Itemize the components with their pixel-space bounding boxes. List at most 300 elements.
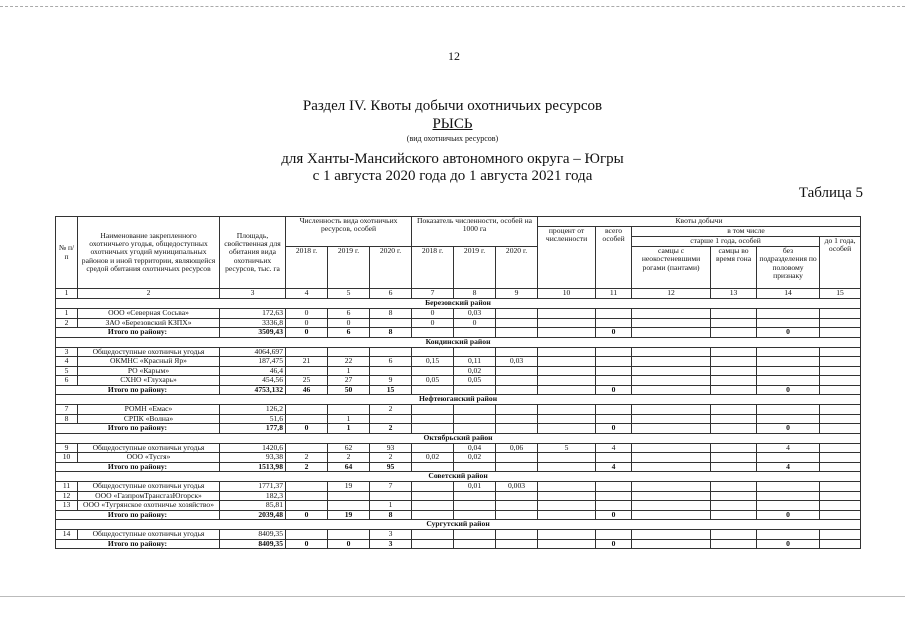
row-quota-males-velvet: [632, 491, 711, 501]
total-quota-no-sex: 0: [757, 424, 820, 434]
row-density-2018: 0: [412, 309, 454, 319]
row-quota-young: [820, 482, 861, 492]
row-number: 8: [56, 414, 78, 424]
row-density-2018: 0,05: [412, 376, 454, 386]
row-quota-total: [596, 482, 632, 492]
row-name: Общедоступные охотничьи угодья: [78, 443, 220, 453]
row-quota-males-rut: [711, 366, 757, 376]
row-quota-no-sex: [757, 501, 820, 511]
district-name: Сургутский район: [56, 520, 861, 530]
row-quota-percent: [538, 482, 596, 492]
column-number: 8: [454, 289, 496, 299]
row-name: ООО «ГазпромТрансгазЮгорск»: [78, 491, 220, 501]
total-label: Итого по району:: [56, 539, 220, 549]
header-density-2018: 2018 г.: [412, 247, 454, 289]
row-quota-total: [596, 405, 632, 415]
total-quota-total: 0: [596, 385, 632, 395]
table-row: [56, 482, 861, 492]
row-area: 4064,697: [220, 347, 286, 357]
row-quota-percent: [538, 405, 596, 415]
row-count-2018: 0: [286, 309, 328, 319]
district-header-row: [56, 433, 861, 443]
total-count-2019: 0: [328, 539, 370, 549]
total-quota-percent: [538, 510, 596, 520]
total-count-2020: 2: [370, 424, 412, 434]
row-quota-males-velvet: [632, 366, 711, 376]
total-density-2018: [412, 424, 454, 434]
row-quota-males-rut: [711, 443, 757, 453]
row-name: РО «Карым»: [78, 366, 220, 376]
column-number: 13: [711, 289, 757, 299]
row-quota-young: [820, 530, 861, 540]
row-quota-young: [820, 318, 861, 328]
district-name: Кондинский район: [56, 337, 861, 347]
row-count-2019: 1: [328, 414, 370, 424]
row-number: 4: [56, 357, 78, 367]
row-count-2019: 19: [328, 482, 370, 492]
row-quota-males-rut: [711, 414, 757, 424]
row-count-2018: [286, 443, 328, 453]
row-quota-young: [820, 357, 861, 367]
header-area: Площадь, свойственная для обитания вида охотничьих ресурсов, тыс. га: [220, 217, 286, 289]
district-name: Нефтеюганский район: [56, 395, 861, 405]
row-quota-males-velvet: [632, 309, 711, 319]
total-quota-percent: [538, 462, 596, 472]
row-number: 2: [56, 318, 78, 328]
row-count-2019: 22: [328, 357, 370, 367]
row-density-2019: [454, 501, 496, 511]
row-density-2020: [496, 405, 538, 415]
column-number: 12: [632, 289, 711, 299]
row-count-2019: [328, 405, 370, 415]
row-area: 51,6: [220, 414, 286, 424]
row-quota-males-rut: [711, 501, 757, 511]
total-area: 1513,98: [220, 462, 286, 472]
row-density-2018: 0,02: [412, 453, 454, 463]
column-number: 6: [370, 289, 412, 299]
total-quota-young: [820, 510, 861, 520]
total-quota-young: [820, 462, 861, 472]
total-count-2018: 0: [286, 424, 328, 434]
row-quota-males-rut: [711, 482, 757, 492]
row-density-2019: [454, 405, 496, 415]
row-quota-percent: [538, 347, 596, 357]
row-count-2018: [286, 482, 328, 492]
row-density-2018: [412, 414, 454, 424]
district-name: Советский район: [56, 472, 861, 482]
total-quota-total: 0: [596, 539, 632, 549]
total-quota-males-velvet: [632, 385, 711, 395]
total-density-2018: [412, 385, 454, 395]
row-quota-young: [820, 405, 861, 415]
row-area: 85,81: [220, 501, 286, 511]
total-label: Итого по району:: [56, 510, 220, 520]
total-count-2019: 1: [328, 424, 370, 434]
header-no: № п/п: [56, 217, 78, 289]
total-quota-young: [820, 385, 861, 395]
row-quota-young: [820, 491, 861, 501]
total-quota-males-rut: [711, 424, 757, 434]
total-count-2019: 19: [328, 510, 370, 520]
total-quota-males-rut: [711, 462, 757, 472]
row-count-2019: 27: [328, 376, 370, 386]
column-number: 1: [56, 289, 78, 299]
total-density-2020: [496, 462, 538, 472]
table-row: [56, 443, 861, 453]
row-quota-males-rut: [711, 491, 757, 501]
total-area: 177,8: [220, 424, 286, 434]
row-quota-no-sex: [757, 318, 820, 328]
row-quota-percent: 5: [538, 443, 596, 453]
total-density-2020: [496, 539, 538, 549]
total-quota-percent: [538, 539, 596, 549]
row-quota-males-rut: [711, 376, 757, 386]
row-number: 14: [56, 530, 78, 540]
row-count-2020: 93: [370, 443, 412, 453]
total-quota-percent: [538, 385, 596, 395]
row-density-2018: 0,15: [412, 357, 454, 367]
header-count-2020: 2020 г.: [370, 247, 412, 289]
district-total-row: [56, 328, 861, 338]
total-count-2020: 3: [370, 539, 412, 549]
total-quota-males-rut: [711, 385, 757, 395]
row-count-2020: 1: [370, 501, 412, 511]
column-number: 2: [78, 289, 220, 299]
row-count-2018: [286, 414, 328, 424]
row-number: 13: [56, 501, 78, 511]
row-density-2019: [454, 347, 496, 357]
table-row: [56, 309, 861, 319]
row-density-2020: 0,003: [496, 482, 538, 492]
bottom-scan-edge: [0, 596, 905, 597]
row-quota-males-rut: [711, 453, 757, 463]
row-name: Общедоступные охотничьи угодья: [78, 530, 220, 540]
row-quota-total: 4: [596, 443, 632, 453]
row-count-2018: 21: [286, 357, 328, 367]
row-density-2019: 0,11: [454, 357, 496, 367]
top-scan-edge: [0, 6, 905, 7]
row-name: РОМН «Емас»: [78, 405, 220, 415]
row-count-2019: [328, 530, 370, 540]
row-quota-no-sex: 4: [757, 443, 820, 453]
total-quota-no-sex: 0: [757, 510, 820, 520]
row-number: 9: [56, 443, 78, 453]
table-row: [56, 501, 861, 511]
row-density-2019: 0,02: [454, 453, 496, 463]
row-count-2018: [286, 366, 328, 376]
row-density-2019: 0: [454, 318, 496, 328]
total-quota-males-velvet: [632, 462, 711, 472]
row-quota-total: [596, 376, 632, 386]
row-density-2019: [454, 414, 496, 424]
total-density-2019: [454, 462, 496, 472]
row-count-2019: [328, 501, 370, 511]
row-count-2018: 2: [286, 453, 328, 463]
species-caption: (вид охотничьих ресурсов): [406, 134, 499, 143]
row-count-2019: [328, 347, 370, 357]
row-quota-total: [596, 414, 632, 424]
total-label: Итого по району:: [56, 328, 220, 338]
row-count-2020: [370, 347, 412, 357]
header-males-rut: самцы во время гона: [711, 247, 757, 289]
row-count-2018: [286, 405, 328, 415]
total-quota-males-rut: [711, 539, 757, 549]
row-quota-total: [596, 366, 632, 376]
row-quota-males-rut: [711, 357, 757, 367]
row-area: 182,3: [220, 491, 286, 501]
row-area: 126,2: [220, 405, 286, 415]
total-quota-no-sex: 4: [757, 462, 820, 472]
total-count-2019: 6: [328, 328, 370, 338]
total-quota-no-sex: 0: [757, 328, 820, 338]
total-area: 2039,48: [220, 510, 286, 520]
total-area: 4753,132: [220, 385, 286, 395]
row-area: 454,56: [220, 376, 286, 386]
row-name: ООО «Тугрянское охотничье хозяйство»: [78, 501, 220, 511]
row-name: ОКМНС «Красный Яр»: [78, 357, 220, 367]
total-label: Итого по району:: [56, 424, 220, 434]
total-count-2018: 46: [286, 385, 328, 395]
total-quota-males-velvet: [632, 510, 711, 520]
row-name: Общедоступные охотничьи угодья: [78, 482, 220, 492]
total-area: 3509,43: [220, 328, 286, 338]
row-quota-total: [596, 453, 632, 463]
row-density-2018: 0: [412, 318, 454, 328]
row-quota-no-sex: [757, 482, 820, 492]
total-quota-no-sex: 0: [757, 385, 820, 395]
district-total-row: [56, 424, 861, 434]
row-density-2018: [412, 443, 454, 453]
row-density-2020: [496, 491, 538, 501]
table-row: [56, 453, 861, 463]
row-density-2020: [496, 376, 538, 386]
row-quota-young: [820, 366, 861, 376]
table-row: [56, 318, 861, 328]
total-density-2019: [454, 510, 496, 520]
row-quota-young: [820, 501, 861, 511]
total-count-2019: 64: [328, 462, 370, 472]
row-area: 172,63: [220, 309, 286, 319]
row-number: 11: [56, 482, 78, 492]
row-density-2018: [412, 366, 454, 376]
row-quota-no-sex: [757, 376, 820, 386]
total-density-2018: [412, 462, 454, 472]
row-density-2018: [412, 482, 454, 492]
row-number: 10: [56, 453, 78, 463]
header-including: в том числе: [632, 227, 861, 237]
row-density-2018: [412, 405, 454, 415]
table-row: [56, 376, 861, 386]
section-title: Раздел IV. Квоты добычи охотничьих ресурсов: [302, 98, 603, 114]
row-quota-percent: [538, 318, 596, 328]
total-label: Итого по району:: [56, 462, 220, 472]
row-count-2020: [370, 414, 412, 424]
row-quota-percent: [538, 414, 596, 424]
total-density-2020: [496, 328, 538, 338]
row-count-2019: 0: [328, 318, 370, 328]
total-density-2019: [454, 539, 496, 549]
row-quota-percent: [538, 376, 596, 386]
total-density-2020: [496, 385, 538, 395]
total-quota-total: 0: [596, 328, 632, 338]
column-number: 10: [538, 289, 596, 299]
table-body: [56, 299, 861, 549]
column-number: 4: [286, 289, 328, 299]
row-density-2019: [454, 491, 496, 501]
row-density-2019: [454, 530, 496, 540]
row-area: 1771,37: [220, 482, 286, 492]
header-density-2020: 2020 г.: [496, 247, 538, 289]
row-count-2019: 62: [328, 443, 370, 453]
row-name: СХНО «Глухарь»: [78, 376, 220, 386]
row-number: 7: [56, 405, 78, 415]
district-name: Березовский район: [56, 299, 861, 309]
column-numbers-row: [56, 289, 861, 299]
row-name: СРПК «Волна»: [78, 414, 220, 424]
district-header-row: [56, 520, 861, 530]
total-quota-total: 0: [596, 510, 632, 520]
row-count-2020: [370, 491, 412, 501]
row-density-2019: 0,05: [454, 376, 496, 386]
species-title: РЫСЬ: [432, 116, 473, 132]
row-quota-percent: [538, 366, 596, 376]
period-line: с 1 августа 2020 года до 1 августа 2021 года: [312, 168, 593, 184]
row-area: 187,475: [220, 357, 286, 367]
row-count-2018: 0: [286, 318, 328, 328]
total-quota-young: [820, 328, 861, 338]
row-quota-percent: [538, 309, 596, 319]
row-quota-males-velvet: [632, 357, 711, 367]
header-count: Численность вида охотничьих ресурсов, особей: [286, 217, 412, 247]
row-area: 93,38: [220, 453, 286, 463]
district-name: Октябрьский район: [56, 433, 861, 443]
header-count-2018: 2018 г.: [286, 247, 328, 289]
row-quota-no-sex: [757, 366, 820, 376]
total-count-2020: 8: [370, 510, 412, 520]
row-quota-males-velvet: [632, 318, 711, 328]
row-quota-young: [820, 453, 861, 463]
page-number: 12: [448, 49, 460, 63]
column-number: 5: [328, 289, 370, 299]
row-area: 3336,8: [220, 318, 286, 328]
total-quota-young: [820, 539, 861, 549]
row-density-2020: [496, 501, 538, 511]
total-density-2020: [496, 424, 538, 434]
row-density-2019: 0,01: [454, 482, 496, 492]
total-quota-males-rut: [711, 510, 757, 520]
total-quota-no-sex: 0: [757, 539, 820, 549]
district-total-row: [56, 510, 861, 520]
table-row: [56, 347, 861, 357]
total-count-2020: 15: [370, 385, 412, 395]
row-quota-total: [596, 530, 632, 540]
row-quota-no-sex: [757, 414, 820, 424]
row-quota-no-sex: [757, 405, 820, 415]
row-quota-young: [820, 309, 861, 319]
row-quota-no-sex: [757, 453, 820, 463]
row-count-2018: [286, 501, 328, 511]
row-quota-males-velvet: [632, 501, 711, 511]
row-quota-no-sex: [757, 357, 820, 367]
row-count-2019: 6: [328, 309, 370, 319]
row-quota-total: [596, 357, 632, 367]
row-quota-total: [596, 501, 632, 511]
total-density-2018: [412, 539, 454, 549]
header-density: Показатель численности, особей на 1000 га: [412, 217, 538, 247]
table-row: [56, 491, 861, 501]
row-area: 46,4: [220, 366, 286, 376]
total-quota-young: [820, 424, 861, 434]
header-name: Наименование закрепленного охотничьего угодья, общедоступных охотничьих угодий муниципальных районов и иной территории, являющейся средой обитания охотничьих ресурсов: [78, 217, 220, 289]
total-density-2018: [412, 510, 454, 520]
district-total-row: [56, 539, 861, 549]
row-count-2020: 9: [370, 376, 412, 386]
total-label: Итого по району:: [56, 385, 220, 395]
row-density-2019: 0,04: [454, 443, 496, 453]
row-density-2020: [496, 414, 538, 424]
total-count-2018: 0: [286, 539, 328, 549]
row-quota-males-rut: [711, 405, 757, 415]
total-count-2020: 95: [370, 462, 412, 472]
district-header-row: [56, 299, 861, 309]
row-quota-males-rut: [711, 530, 757, 540]
row-quota-young: [820, 414, 861, 424]
header-total: всего особей: [596, 227, 632, 289]
header-males-velvet: самцы с неокостеневшими рогами (пантами): [632, 247, 711, 289]
row-quota-young: [820, 443, 861, 453]
district-header-row: [56, 472, 861, 482]
row-quota-males-velvet: [632, 530, 711, 540]
row-quota-total: [596, 491, 632, 501]
row-quota-percent: [538, 530, 596, 540]
row-count-2020: 2: [370, 405, 412, 415]
row-quota-young: [820, 376, 861, 386]
district-header-row: [56, 395, 861, 405]
table-row: [56, 405, 861, 415]
row-count-2020: 7: [370, 482, 412, 492]
header-older: старше 1 года, особей: [632, 237, 820, 247]
row-density-2020: [496, 366, 538, 376]
row-quota-males-velvet: [632, 443, 711, 453]
total-quota-males-velvet: [632, 539, 711, 549]
total-density-2019: [454, 424, 496, 434]
row-number: 6: [56, 376, 78, 386]
row-density-2019: 0,02: [454, 366, 496, 376]
row-quota-percent: [538, 453, 596, 463]
header-percent: процент от численности: [538, 227, 596, 289]
row-count-2018: [286, 491, 328, 501]
column-number: 7: [412, 289, 454, 299]
total-count-2018: 0: [286, 510, 328, 520]
row-count-2020: [370, 366, 412, 376]
row-quota-total: [596, 309, 632, 319]
total-density-2019: [454, 385, 496, 395]
column-number: 9: [496, 289, 538, 299]
row-quota-males-rut: [711, 347, 757, 357]
row-count-2018: [286, 347, 328, 357]
total-density-2020: [496, 510, 538, 520]
table-label: Таблица 5: [798, 185, 863, 201]
row-number: 3: [56, 347, 78, 357]
row-name: ООО «Тусгя»: [78, 453, 220, 463]
row-count-2018: 25: [286, 376, 328, 386]
column-number: 15: [820, 289, 861, 299]
row-quota-total: [596, 347, 632, 357]
total-quota-males-velvet: [632, 328, 711, 338]
table-row: [56, 414, 861, 424]
row-quota-males-rut: [711, 318, 757, 328]
row-quota-total: [596, 318, 632, 328]
